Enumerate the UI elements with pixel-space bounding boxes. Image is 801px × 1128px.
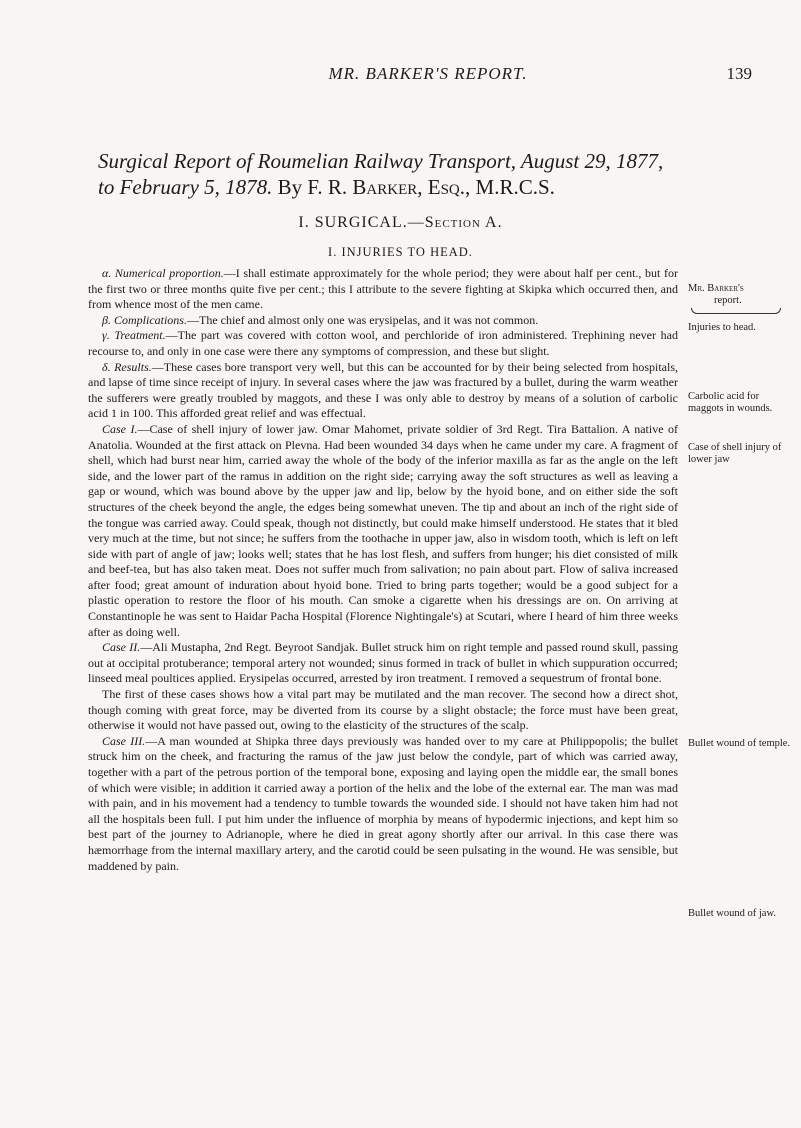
- title-author: Barker, Esq.: [352, 175, 466, 199]
- margin-note-bullet-temple: Bullet wound of temple.: [688, 738, 791, 749]
- paragraph-case-3-label: Case III.: [102, 733, 146, 748]
- title-line-1: Surgical Report of Roumelian Railway Transport, August 29, 1877,: [98, 149, 664, 173]
- paragraph-alpha-text: —I shall estimate approximately for the whole period; they were about half per cent., but for the first two or three months quite five per cent.; this I attribute to the severe fighting at Skipka which occurred then, and from whence most of the men came.: [88, 266, 678, 312]
- body-text: [88, 266, 678, 874]
- paragraph-case-3-text: —A man wounded at Shipka three days previously was handed over to my care at Philippopolis; the bullet struck him on the cheek, and fracturing the ramus of the jaw just below the condyle, part of which was carried away, together with a part of the petrous portion of the temporal bone, exposing and laying open the middle ear, the small bones of which were visible; in addition it carried away a portion of the helix and the lobe of the external ear. The man was mad with pain, and in his movement had a tendency to tumble towards the wounded side. I should not have taken him had not all the hospitals been full. I put him under the influence of morphia by means of hypodermic injections, and kept him so best part of the journey to Adrianople, where he died in great agony shortly after our arrival. In this case there was hæmorrhage from the internal maxillary artery, and the carotid could be seen pulsating in the wound. He was sensible, but maddened by pain.: [88, 733, 678, 873]
- margin-note-bullet-jaw: Bullet wound of jaw.: [688, 908, 776, 919]
- paragraph-case-2-text: —Ali Mustapha, 2nd Regt. Beyroot Sandjak. Bullet struck him on right temple and passed round skull, passing out at occipital protuberance; temporal artery not wounded; sinus formed in track of bullet in which suppuration occurred; linseed meal poultices applied. Erysipelas occurred, arrested by iron treatment. I removed a sequestrum of frontal bone.: [88, 640, 678, 686]
- section-heading-section: Section A.: [424, 214, 503, 231]
- section-heading-main: I. SURGICAL.—: [298, 214, 425, 231]
- paragraph-delta-label: δ. Results.: [102, 359, 152, 374]
- paragraph-gamma: [88, 328, 678, 359]
- paragraph-beta-text: —The chief and almost only one was erysipelas, and it was not common.: [186, 312, 539, 327]
- report-title: [98, 148, 738, 200]
- margin-note-report-word: report.: [714, 295, 742, 306]
- page-number: 139: [726, 64, 752, 83]
- margin-note-report: [688, 283, 796, 315]
- margin-note-carbolic: Carbolic acid for maggots in wounds.: [688, 391, 773, 414]
- paragraph-delta: [88, 360, 678, 422]
- title-by: By F. R.: [272, 175, 353, 199]
- running-title: MR. BARKER'S REPORT.: [328, 64, 528, 83]
- brace-mark: [691, 308, 781, 314]
- running-head: [88, 64, 768, 86]
- paragraph-case-1-label: Case I.: [102, 421, 138, 436]
- subheading: I. INJURIES TO HEAD.: [328, 245, 473, 259]
- title-credentials: , M.R.C.S.: [465, 175, 555, 199]
- paragraph-case-1-text: —Case of shell injury of lower jaw. Omar Mahomet, private soldier of 3rd Regt. Tira Battalion. A native of Anatolia. Wounded at the first attack on Plevna. Had been wounded 34 days when he came under my care. A fragment of shell, which had burst near him, carried away the whole of the body of the inferior maxilla as far as the angle on the left side, and the lower part of the ramus in addition on the right side; carrying away the soft structures as well as leaving a gap or wound, which was bound above by the upper jaw and lip, below by the hyoid bone, and on either side the soft structures of the cheek beyond the angle, the edges being somewhat uneven. The tip and about an inch of the right side of the tongue was carried away. Could speak, though not distinctly, but could make himself understood. He states that it bled very much at the time, but not since; he suffers from the toothache in upper jaw, also in wisdom tooth, which is left on left side with part of angle of jaw; looks well; states that he has lost flesh, and suffers from hunger; his diet consisted of milk and beef-tea, but has also taken meat. Does not suffer much from salivation; no pain about part. Flow of saliva increased after food; great amount of induration about hyoid bone. Tried to bring parts together; would be a good subject for a plastic operation to restore the floor of his mouth. Can smoke a cigarette when his dressings are on. On arriving at Constantinople he was sent to Haidar Pacha Hospital (Florence Nightingale's) at Scutari, where I heard of him three weeks after as doing well.: [88, 421, 678, 639]
- paragraph-alpha-label: α. Numerical proportion.: [102, 266, 224, 280]
- paragraph-case-2-label: Case II.: [102, 640, 141, 655]
- paragraph-beta-label: β. Complications.: [102, 312, 187, 327]
- margin-note-shell-injury: Case of shell injury of lower jaw: [688, 442, 782, 465]
- paragraph-delta-text: —These cases bore transport very well, but this can be accounted for by their being selected from hospitals, and lapse of time since receipt of injury. In several cases where the jaw was fractured by a bullet, during the warm weather the sufferers were greatly troubled by maggots, and these I was only able to destroy by means of a solution of carbolic acid 1 in 100. This afforded great relief and was effectual.: [88, 359, 679, 421]
- paragraph-gamma-text: —The part was covered with cotton wool, and perchloride of iron administered. Trephining never had recourse to, and only in one case were there any symptoms of compression, and these but slight.: [88, 328, 678, 358]
- paragraph-beta: [88, 313, 678, 329]
- paragraph-case-3: [88, 734, 678, 874]
- paragraph-alpha: [88, 266, 678, 313]
- paragraph-case-1: [88, 422, 678, 640]
- section-heading: [0, 214, 801, 232]
- paragraph-case-2-comment: The first of these cases shows how a vital part may be mutilated and the man recover. The second how a direct shot, though coming with great force, may be diverted from its course by a slight obstacle; the force must have been great, otherwise it would not have passed out, owing to the elasticity of the structures of the scalp.: [88, 687, 678, 733]
- paragraph-gamma-label: γ. Treatment.: [102, 328, 166, 343]
- margin-note-report-author: Mr. Barker's: [688, 283, 744, 294]
- title-line-2: to February 5, 1878.: [98, 175, 273, 199]
- paragraph-case-2: [88, 640, 678, 687]
- margin-note-injuries-head: Injuries to head.: [688, 322, 756, 333]
